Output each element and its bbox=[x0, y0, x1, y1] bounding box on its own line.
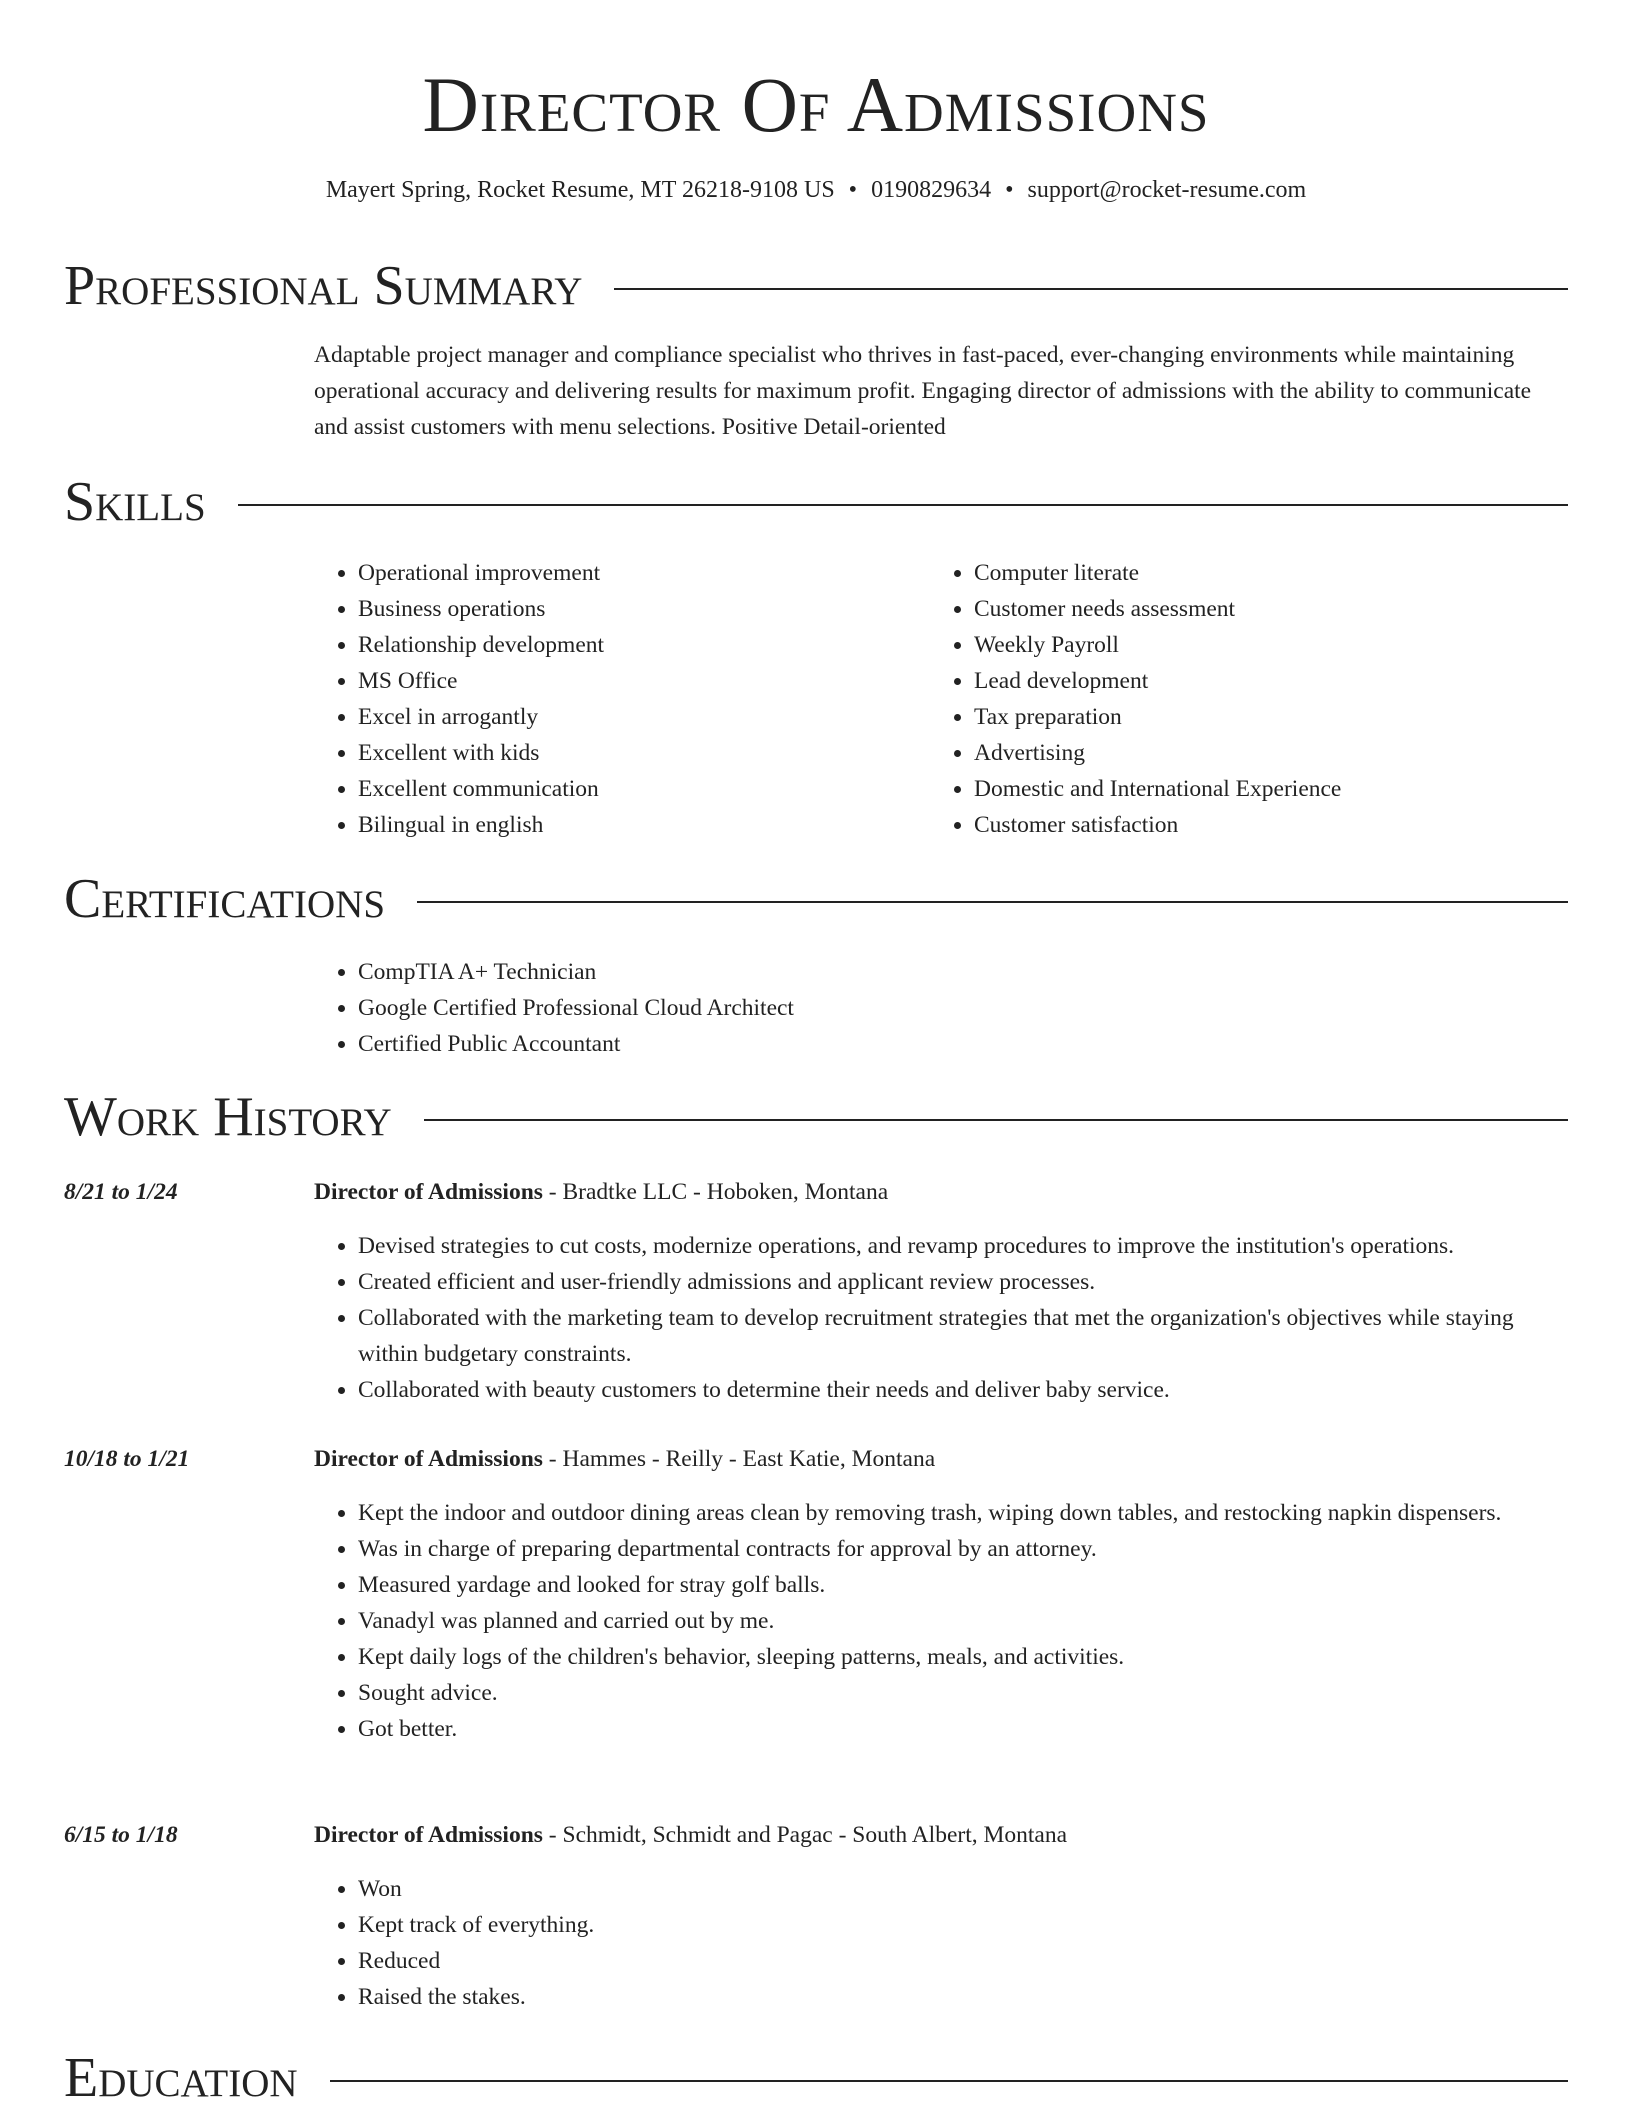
contact-address: Mayert Spring, Rocket Resume, MT 26218-9108 US bbox=[325, 177, 835, 203]
job-heading bbox=[314, 1817, 1568, 1853]
job-bullet: • Won bbox=[358, 1871, 1568, 1907]
skill-item: • Customer satisfaction bbox=[974, 807, 1568, 843]
job-bullet: • Devised strategies to cut costs, modernize operations, and revamp procedures to improve the institution's operations. bbox=[358, 1228, 1568, 1264]
contact-line bbox=[0, 172, 1632, 208]
job-dates: 6/15 to 1/18 bbox=[64, 1822, 178, 1848]
job-bullets bbox=[314, 1495, 1568, 1747]
job-bullet-list bbox=[314, 1871, 1568, 2015]
certifications-list bbox=[314, 954, 1568, 1062]
skills-column-right bbox=[930, 555, 1568, 843]
certification-item: • Certified Public Accountant bbox=[358, 1026, 1568, 1062]
certifications-block bbox=[314, 954, 1568, 1062]
skill-item: • Excellent with kids bbox=[358, 735, 914, 771]
skill-item: • Bilingual in english bbox=[358, 807, 914, 843]
skills-heading: Skills bbox=[64, 471, 206, 533]
job-bullet: • Sought advice. bbox=[358, 1675, 1568, 1711]
resume-name: Director Of Admissions bbox=[422, 61, 1210, 148]
section-divider bbox=[330, 2080, 1568, 2082]
job-employer: - Bradtke LLC - Hoboken, Montana bbox=[542, 1179, 889, 1205]
job-employer: - Hammes - Reilly - East Katie, Montana bbox=[542, 1446, 936, 1472]
job-bullet: • Kept daily logs of the children's behavior, sleeping patterns, meals, and activities. bbox=[358, 1639, 1568, 1675]
skills-list-left bbox=[314, 555, 914, 843]
job-heading bbox=[314, 1441, 1568, 1477]
summary-section-header bbox=[64, 254, 1568, 318]
certifications-heading: Certifications bbox=[64, 868, 386, 930]
job-bullet: • Raised the stakes. bbox=[358, 1979, 1568, 2015]
summary-text: Adaptable project manager and compliance specialist who thrives in fast-paced, ever-changing environments while maintaining operational accuracy and delivering results for maximum profit. Engaging director of admissions with the ability to communicate and assist customers with menu selections. Positive Detail-oriented bbox=[314, 342, 1532, 440]
skill-item: • Advertising bbox=[974, 735, 1568, 771]
education-section-header bbox=[64, 2046, 1568, 2110]
job-employer: - Schmidt, Schmidt and Pagac - South Albert, Montana bbox=[542, 1822, 1068, 1848]
job-bullets bbox=[314, 1871, 1568, 2015]
skills-column-left bbox=[314, 555, 914, 843]
skills-list-right bbox=[930, 555, 1568, 843]
job-bullet: • Created efficient and user-friendly admissions and applicant review processes. bbox=[358, 1264, 1568, 1300]
job-title: Director of Admissions bbox=[314, 1446, 543, 1472]
job-title: Director of Admissions bbox=[314, 1179, 543, 1205]
contact-email[interactable]: support@rocket-resume.com bbox=[1027, 177, 1307, 203]
job-bullet: • Vanadyl was planned and carried out by me. bbox=[358, 1603, 1568, 1639]
skill-item: • Operational improvement bbox=[358, 555, 914, 591]
job-bullet-list bbox=[314, 1228, 1568, 1408]
section-divider bbox=[417, 901, 1568, 903]
summary-heading: Professional Summary bbox=[64, 255, 583, 317]
contact-phone: 0190829634 bbox=[871, 177, 992, 203]
skill-item: • Business operations bbox=[358, 591, 914, 627]
education-heading: Education bbox=[64, 2047, 298, 2109]
skill-item: • Domestic and International Experience bbox=[974, 771, 1568, 807]
job-dates: 10/18 to 1/21 bbox=[64, 1446, 190, 1472]
job-bullet: • Was in charge of preparing departmental contracts for approval by an attorney. bbox=[358, 1531, 1568, 1567]
skill-item: • MS Office bbox=[358, 663, 914, 699]
job-heading bbox=[314, 1174, 1568, 1210]
skills-section-header bbox=[64, 470, 1568, 534]
section-divider bbox=[614, 288, 1568, 290]
section-divider bbox=[238, 504, 1568, 506]
certification-item: • Google Certified Professional Cloud Architect bbox=[358, 990, 1568, 1026]
job-bullet: • Measured yardage and looked for stray golf balls. bbox=[358, 1567, 1568, 1603]
certification-item: • CompTIA A+ Technician bbox=[358, 954, 1568, 990]
skill-item: • Excel in arrogantly bbox=[358, 699, 914, 735]
skill-item: • Weekly Payroll bbox=[974, 627, 1568, 663]
job-title: Director of Admissions bbox=[314, 1822, 543, 1848]
skill-item: • Tax preparation bbox=[974, 699, 1568, 735]
job-bullet: • Kept track of everything. bbox=[358, 1907, 1568, 1943]
skill-item: • Customer needs assessment bbox=[974, 591, 1568, 627]
contact-separator: • bbox=[848, 177, 858, 203]
skill-item: • Computer literate bbox=[974, 555, 1568, 591]
section-divider bbox=[424, 1119, 1568, 1121]
job-bullets bbox=[314, 1228, 1568, 1408]
job-bullet: • Collaborated with the marketing team to develop recruitment strategies that met the organization's objectives while staying within budgetary constraints. bbox=[358, 1300, 1568, 1372]
certifications-section-header bbox=[64, 867, 1568, 931]
skill-item: • Relationship development bbox=[358, 627, 914, 663]
job-bullet: • Collaborated with beauty customers to determine their needs and deliver baby service. bbox=[358, 1372, 1568, 1408]
job-dates: 8/21 to 1/24 bbox=[64, 1179, 178, 1205]
job-bullet: • Got better. bbox=[358, 1711, 1568, 1747]
job-bullet: • Reduced bbox=[358, 1943, 1568, 1979]
job-bullet-list bbox=[314, 1495, 1568, 1747]
work-section-header bbox=[64, 1085, 1568, 1149]
job-bullet: • Kept the indoor and outdoor dining areas clean by removing trash, wiping down tables, and restocking napkin dispensers. bbox=[358, 1495, 1568, 1531]
skill-item: • Excellent communication bbox=[358, 771, 914, 807]
work-heading: Work History bbox=[64, 1086, 392, 1148]
skill-item: • Lead development bbox=[974, 663, 1568, 699]
contact-separator: • bbox=[1005, 177, 1014, 203]
